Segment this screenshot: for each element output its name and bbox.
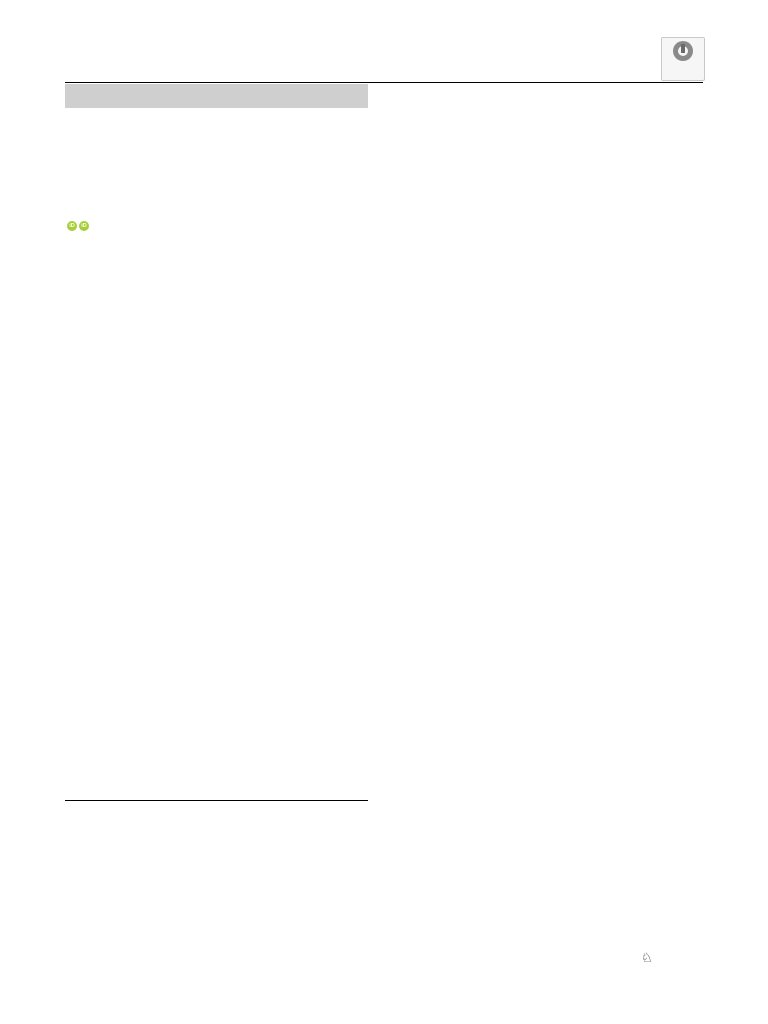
header-rule (65, 82, 703, 83)
footnote-rule (65, 800, 368, 801)
keywords-line (400, 512, 703, 529)
author-list (65, 218, 89, 234)
orcid-icon[interactable] (67, 221, 77, 231)
keywords (400, 512, 703, 529)
check-for-updates-icon (673, 41, 693, 61)
check-for-updates-badge[interactable] (661, 37, 705, 81)
springer-horse-icon: ♘ (641, 950, 653, 965)
article-type-banner (65, 84, 368, 108)
abstract (65, 391, 368, 425)
abstract-line (65, 391, 368, 425)
orcid-icon[interactable] (79, 221, 89, 231)
publisher-logo (641, 950, 656, 966)
